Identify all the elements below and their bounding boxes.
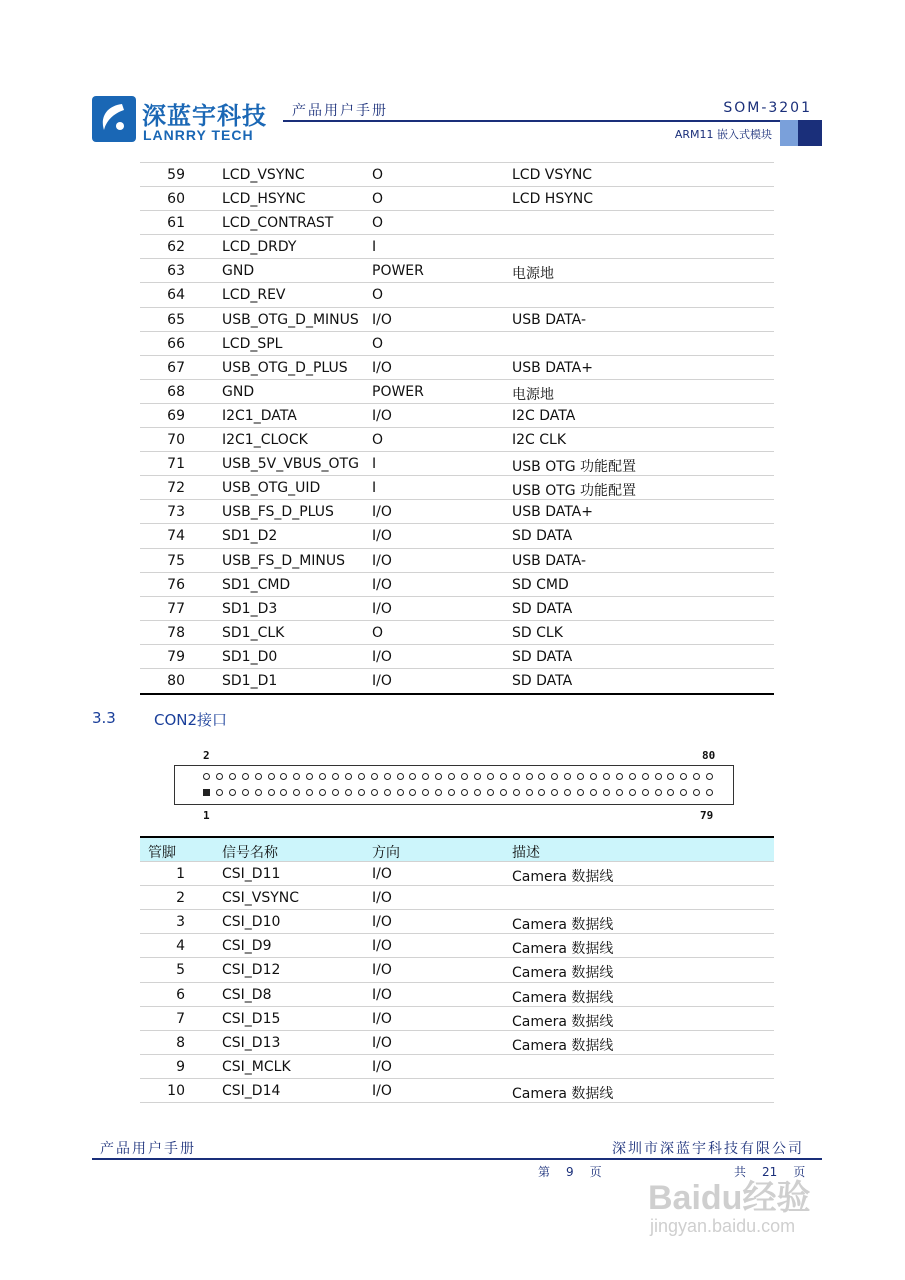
company-logo-icon [92, 96, 136, 142]
signal-name: CSI_D11 [222, 866, 281, 883]
connector-pin [500, 773, 507, 780]
connector-label-top-right: 80 [702, 749, 716, 762]
connector-pin [616, 773, 623, 780]
signal-name: CSI_D12 [222, 962, 281, 979]
pin-number: 60 [167, 191, 185, 208]
connector-pin [293, 773, 300, 780]
header-signal: 信号名称 [222, 845, 278, 861]
signal-name: USB_FS_D_MINUS [222, 552, 346, 569]
connector-pin-row-even [203, 773, 713, 783]
connector-pin [319, 789, 326, 796]
section-title: CON2接口 [154, 711, 228, 729]
description: USB DATA- [512, 552, 586, 569]
description: 电源地 [512, 266, 554, 283]
direction: I/O [372, 1082, 392, 1099]
direction: I/O [372, 672, 392, 689]
connector-pin [680, 789, 687, 796]
table-row [140, 476, 774, 500]
table-row [140, 163, 774, 187]
header-title: 产品用户手册 [292, 103, 388, 119]
pin-number: 77 [167, 600, 185, 617]
description: Camera 数据线 [512, 917, 614, 934]
header-subtitle: ARM11 嵌入式模块 [674, 128, 772, 141]
description: SD CLK [512, 624, 563, 641]
description: SD DATA [512, 528, 573, 545]
connector-pin [384, 789, 391, 796]
connector-pin [255, 773, 262, 780]
pin-number: 2 [176, 890, 185, 907]
connector-pin [564, 789, 571, 796]
pin-number: 6 [176, 986, 185, 1003]
header-model: SOM-3201 [723, 100, 812, 116]
connector-pin [332, 773, 339, 780]
connector-pin [397, 773, 404, 780]
connector-pin [474, 789, 481, 796]
connector-pin [268, 773, 275, 780]
direction: I/O [372, 600, 392, 617]
table-row [140, 910, 774, 934]
connector-pin [706, 789, 713, 796]
signal-name: SD1_D3 [222, 600, 278, 617]
direction: I/O [372, 1058, 392, 1075]
section-number: 3.3 [92, 709, 116, 727]
connector-pin [448, 789, 455, 796]
connector-pin [422, 773, 429, 780]
signal-name: SD1_D0 [222, 648, 278, 665]
direction: I/O [372, 552, 392, 569]
description: Camera 数据线 [512, 989, 614, 1006]
connector-pin [229, 789, 236, 796]
pin-number: 7 [176, 1010, 185, 1027]
logo-english-name: LANRRY TECH [143, 127, 254, 143]
signal-name: CSI_D15 [222, 1010, 281, 1027]
signal-name: USB_OTG_UID [222, 480, 321, 497]
connector-pin [461, 773, 468, 780]
pin-table-con2 [140, 836, 774, 1103]
signal-name: SD1_D2 [222, 528, 278, 545]
pin-number: 78 [167, 624, 185, 641]
connector-pin [268, 789, 275, 796]
table-row [140, 500, 774, 524]
signal-name: LCD_REV [222, 287, 286, 304]
connector-pin [409, 789, 416, 796]
description: SD DATA [512, 648, 573, 665]
connector-pin [242, 789, 249, 796]
direction: I/O [372, 648, 392, 665]
direction: O [372, 215, 384, 232]
footer-company: 深圳市深蓝宇科技有限公司 [612, 1141, 804, 1157]
description: USB OTG 功能配置 [512, 459, 637, 476]
connector-pin [448, 773, 455, 780]
signal-name: SD1_D1 [222, 672, 278, 689]
pin-number: 8 [176, 1034, 185, 1051]
pin-number: 59 [167, 167, 185, 183]
pin-number: 4 [176, 938, 185, 955]
header-accent-dark [798, 120, 822, 146]
connector-pin [538, 789, 545, 796]
connector-pin [603, 773, 610, 780]
connector-pin [242, 773, 249, 780]
table-row [140, 380, 774, 404]
table-row [140, 573, 774, 597]
table-row [140, 549, 774, 573]
signal-name: LCD_SPL [222, 335, 283, 352]
connector-pin [216, 789, 223, 796]
pin-number: 71 [167, 456, 185, 473]
table-row [140, 283, 774, 307]
direction: I [372, 456, 377, 473]
connector-pin [526, 789, 533, 796]
connector-pin [371, 773, 378, 780]
description: LCD HSYNC [512, 191, 594, 208]
pin-number: 74 [167, 528, 185, 545]
connector-pin [693, 789, 700, 796]
table-row [140, 983, 774, 1007]
connector-pin [513, 773, 520, 780]
connector-pin [384, 773, 391, 780]
direction: I/O [372, 938, 392, 955]
connector-pin [358, 773, 365, 780]
pin-number: 63 [167, 263, 185, 280]
pin-number: 62 [167, 239, 185, 256]
connector-pin [564, 773, 571, 780]
signal-name: LCD_DRDY [222, 239, 297, 256]
pin-number: 72 [167, 480, 185, 497]
direction: I [372, 480, 377, 497]
description: 电源地 [512, 386, 554, 403]
direction: O [372, 167, 384, 183]
direction: I/O [372, 962, 392, 979]
table-row [140, 1007, 774, 1031]
direction: O [372, 432, 384, 449]
table-row [140, 886, 774, 910]
description: Camera 数据线 [512, 1085, 614, 1102]
connector-pin [642, 789, 649, 796]
pin-number: 64 [167, 287, 185, 304]
connector-pin [667, 789, 674, 796]
table-row [140, 1055, 774, 1079]
connector-pin [551, 773, 558, 780]
signal-name: LCD_VSYNC [222, 167, 305, 183]
header-description: 描述 [512, 845, 540, 861]
pin-number: 79 [167, 648, 185, 665]
description: USB DATA+ [512, 504, 593, 521]
connector-pin [203, 789, 210, 796]
signal-name: CSI_D10 [222, 914, 281, 931]
connector-pin [332, 789, 339, 796]
pin-number: 73 [167, 504, 185, 521]
connector-pin [319, 773, 326, 780]
table-row [140, 452, 774, 476]
connector-pin [371, 789, 378, 796]
signal-name: USB_OTG_D_MINUS [222, 311, 359, 328]
pin-number: 61 [167, 215, 185, 232]
connector-pin [255, 789, 262, 796]
connector-pin [461, 789, 468, 796]
pin-number: 5 [176, 962, 185, 979]
connector-pin [629, 789, 636, 796]
pin-number: 69 [167, 407, 185, 424]
header-direction: 方向 [372, 845, 400, 861]
table-header-row [140, 838, 774, 862]
direction: I/O [372, 1034, 392, 1051]
direction: I/O [372, 528, 392, 545]
connector-pin [422, 789, 429, 796]
direction: I/O [372, 359, 392, 376]
table-row [140, 404, 774, 428]
description: USB OTG 功能配置 [512, 483, 637, 500]
pin-number: 65 [167, 311, 185, 328]
direction: I/O [372, 1010, 392, 1027]
connector-label-bottom-right: 79 [700, 809, 714, 822]
signal-name: USB_FS_D_PLUS [222, 504, 334, 521]
connector-pin-row-odd [203, 789, 713, 799]
table-row [140, 356, 774, 380]
pin-number: 3 [176, 914, 185, 931]
signal-name: CSI_D14 [222, 1082, 281, 1099]
connector-pin [397, 789, 404, 796]
connector-pin [216, 773, 223, 780]
connector-pin [655, 773, 662, 780]
signal-name: I2C1_DATA [222, 407, 297, 424]
pin-number: 66 [167, 335, 185, 352]
connector-pin [306, 773, 313, 780]
connector-pin [435, 773, 442, 780]
pin-number: 67 [167, 359, 185, 376]
connector-pin [680, 773, 687, 780]
table-row [140, 621, 774, 645]
signal-name: LCD_CONTRAST [222, 215, 334, 232]
description: USB DATA+ [512, 359, 593, 376]
signal-name: GND [222, 383, 255, 400]
connector-pin [655, 789, 662, 796]
connector-pin [551, 789, 558, 796]
table-row [140, 1031, 774, 1055]
connector-pin [280, 789, 287, 796]
connector-pin [474, 773, 481, 780]
signal-name: CSI_MCLK [222, 1058, 291, 1075]
pin-number: 76 [167, 576, 185, 593]
connector-pin [358, 789, 365, 796]
direction: I/O [372, 890, 392, 907]
connector-pin [706, 773, 713, 780]
connector-pin [693, 773, 700, 780]
direction: POWER [372, 263, 424, 280]
pin-table-con1-continued [140, 162, 774, 695]
direction: POWER [372, 383, 424, 400]
signal-name: CSI_VSYNC [222, 890, 300, 907]
connector-pin [577, 773, 584, 780]
connector-pin [229, 773, 236, 780]
table-row [140, 187, 774, 211]
direction: O [372, 191, 384, 208]
connector-label-top-left: 2 [203, 749, 210, 762]
direction: O [372, 335, 384, 352]
connector-pin [345, 773, 352, 780]
direction: I/O [372, 407, 392, 424]
header-accent-light [780, 120, 798, 146]
connector-pin [513, 789, 520, 796]
signal-name: USB_OTG_D_PLUS [222, 359, 348, 376]
table-row [140, 308, 774, 332]
connector-pin [280, 773, 287, 780]
signal-name: LCD_HSYNC [222, 191, 306, 208]
connector-pin [409, 773, 416, 780]
table-row [140, 862, 774, 886]
footer-page-number: 第 9 页 [538, 1165, 602, 1179]
description: USB DATA- [512, 311, 586, 328]
direction: I/O [372, 504, 392, 521]
table-row [140, 934, 774, 958]
signal-name: CSI_D13 [222, 1034, 281, 1051]
pin-number: 1 [176, 866, 185, 883]
description: Camera 数据线 [512, 965, 614, 982]
description: Camera 数据线 [512, 1037, 614, 1054]
connector-pin [538, 773, 545, 780]
table-row [140, 428, 774, 452]
table-row [140, 669, 774, 693]
table-row [140, 235, 774, 259]
connector-pin [590, 773, 597, 780]
footer-divider [92, 1158, 822, 1160]
signal-name: GND [222, 263, 255, 280]
table-row [140, 259, 774, 283]
description: LCD VSYNC [512, 167, 593, 183]
connector-pin [667, 773, 674, 780]
direction: O [372, 624, 384, 641]
pin-number: 68 [167, 383, 185, 400]
connector-pin [487, 789, 494, 796]
table-row [140, 524, 774, 548]
watermark-url: jingyan.baidu.com [650, 1216, 796, 1236]
direction: I/O [372, 914, 392, 931]
connector-pin [203, 773, 210, 780]
direction: I [372, 239, 377, 256]
signal-name: SD1_CLK [222, 624, 285, 641]
pin-number: 70 [167, 432, 185, 449]
direction: I/O [372, 986, 392, 1003]
connector-diagram [174, 765, 734, 805]
description: SD DATA [512, 672, 573, 689]
watermark-brand: Baidu经验 [648, 1179, 811, 1217]
description: I2C CLK [512, 432, 567, 449]
connector-pin [642, 773, 649, 780]
connector-pin [603, 789, 610, 796]
table-row [140, 332, 774, 356]
direction: I/O [372, 866, 392, 883]
connector-pin [590, 789, 597, 796]
header-divider [283, 120, 780, 122]
table-row [140, 645, 774, 669]
description: Camera 数据线 [512, 941, 614, 958]
footer-title: 产品用户手册 [100, 1141, 196, 1157]
table-row [140, 211, 774, 235]
logo-chinese-name: 深蓝宇科技 [142, 102, 267, 130]
pin-number: 9 [176, 1058, 185, 1075]
table-row [140, 958, 774, 982]
connector-pin [616, 789, 623, 796]
description: Camera 数据线 [512, 869, 614, 886]
connector-pin [435, 789, 442, 796]
description: Camera 数据线 [512, 1013, 614, 1030]
signal-name: SD1_CMD [222, 576, 291, 593]
connector-pin [487, 773, 494, 780]
signal-name: CSI_D9 [222, 938, 272, 955]
direction: O [372, 287, 384, 304]
connector-pin [577, 789, 584, 796]
pin-number: 75 [167, 552, 185, 569]
connector-label-bottom-left: 1 [203, 809, 210, 822]
footer-total-pages: 共 21 页 [734, 1165, 806, 1179]
connector-pin [306, 789, 313, 796]
description: SD CMD [512, 576, 569, 593]
pin-number: 80 [167, 672, 185, 689]
signal-name: CSI_D8 [222, 986, 272, 1003]
signal-name: I2C1_CLOCK [222, 432, 308, 449]
direction: I/O [372, 311, 392, 328]
description: SD DATA [512, 600, 573, 617]
direction: I/O [372, 576, 392, 593]
header-pin: 管脚 [148, 845, 176, 861]
connector-pin [526, 773, 533, 780]
connector-pin [500, 789, 507, 796]
connector-pin [345, 789, 352, 796]
pin-number: 10 [167, 1082, 185, 1099]
table-row [140, 1079, 774, 1103]
connector-pin [293, 789, 300, 796]
description: I2C DATA [512, 407, 576, 424]
connector-pin [629, 773, 636, 780]
table-row [140, 597, 774, 621]
signal-name: USB_5V_VBUS_OTG [222, 456, 359, 473]
